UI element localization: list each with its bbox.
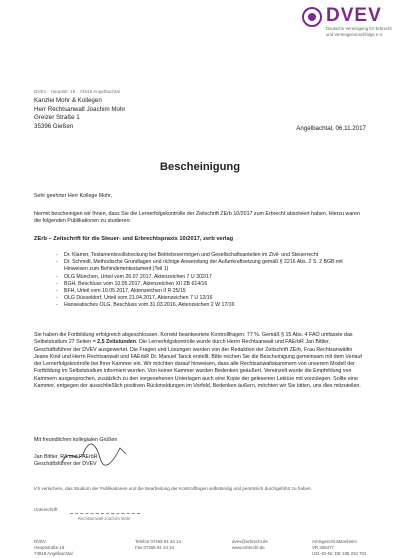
list-item: - Dr. Schmidl, Methodische Grundlagen und richtige Anwendung der Außerkraftsetzung gemäß § 2216 Abs. 2 S. 2 BGB mit Hinweisen zum Behindertentestament (Teil 1)	[56, 259, 366, 273]
body-hours: 2,5 Zeitstunden	[97, 339, 137, 346]
footer-phone	[135, 539, 181, 551]
list-item: - OLG Düsseldorf, Urteil vom 21.04.2017, Aktenzeichen 7 U 12/16	[56, 295, 366, 302]
salutation: Sehr geehrter Herr Kollege Mohr,	[34, 193, 113, 199]
logo-subtitle: Deutsche Vereinigung für Erbrecht und Vermögensnachfolge e.V.	[326, 26, 392, 37]
logo-mark-icon	[302, 7, 322, 27]
footer-vat-id: USt.-ID-Nr. DE 188 310 702	[312, 551, 367, 557]
list-item: - BGH, Beschluss vom 10.05.2017, Aktenzeichen XII ZB 614/16	[56, 281, 366, 288]
sender-line: DVEV · Hauptstr. 18 · 74918 Angelbachtal	[34, 89, 120, 94]
footer-city: 74918 Angelbachtal	[34, 551, 73, 557]
body-text-b: . Die Lernerfolgskontrolle wurde durch Herrn Rechtsanwalt und FAErbR Jan Bittler, Geschäftsführer der DVEV ausgewertet. Die Fragen und Lösungen wurden von der Redaktion der Zeitschrift ZErb, Frau Rechtsanwältin Jeane Kind und Herrn Rechtsanwalt und FAErbR Dr. Manuel Tanck erstellt. Bitte reichen Sie die Bescheinigung gemeinsam mit dem Verlauf der Lernerfolgskontrolle bei Ihrer Kammer ein. Wir möchten darauf hinweisen, dass alle Rechtsanwaltskammern von unserem Modell der Fortbildung im Selbststudium informiert wurden. Von keiner Kammer wurden Bedenken geäußert. Vereinzelt wurde die Empfehlung von Kammern ausgesprochen, zusätzlich zu den vorgesehenen Unterlagen auch eine Kopie der gelesenen Lektüre mit vorzulegen. Sollte eine Kammer, entgegen der ausschließlich positiven Rückmeldungen im Vorfeld, Bedenken äußern, möchten wir Sie bitten, uns dies mitzuteilen.	[34, 339, 362, 390]
footer-address	[34, 539, 73, 558]
body-paragraph	[34, 332, 366, 390]
recipient-address	[34, 97, 125, 131]
footer-fax: Fax 07265 91 34 34	[135, 545, 175, 551]
body-text-a: Sie haben die Fortbildung erfolgreich abgeschlossen. Korrekt beantwortete Kontrollfragen: 77 %. Gemäß § 15 Abs. 4 FAO umfasste das Selbststudium 27 Seiten =	[34, 332, 353, 346]
letter-date: Angelbachtal, 06.11.2017	[296, 125, 366, 132]
intro-paragraph: hiermit bescheinigen wir Ihnen, dass Sie die Lernerfolgskontrolle der Zeitschrift ZErb 10/2017 zum Erbrecht absolviert haben. Hierzu waren die folgenden Publikationen zu studieren:	[34, 211, 360, 225]
document-title: Bescheinigung	[159, 161, 241, 173]
footer-registry	[312, 539, 366, 558]
publication-list	[56, 252, 366, 310]
footer-contact	[232, 539, 268, 551]
footer-email[interactable]: dvev@erbrecht.de	[232, 539, 268, 544]
footer-website[interactable]: www.erbrecht.de	[232, 545, 265, 551]
footer-street: Hauptstraße 18	[34, 545, 65, 551]
list-item: - BFH, Urteil vom 10.05.2017, Aktenzeichen II R 25/15	[56, 288, 366, 295]
signature-label: Unterschrift	[34, 507, 58, 512]
footer-org: DVEV	[34, 539, 46, 544]
closing: Mit freundlichen kollegialen Grüßen	[34, 437, 118, 443]
list-item: - Hanseatisches OLG, Beschluss vom 31.03.2016, Aktenzeichen 2 W 17/16	[56, 302, 366, 309]
footer-register-number: VR 305477	[312, 545, 334, 551]
signature-field-line[interactable]	[70, 513, 140, 514]
recipient-line-3: Greizer Straße 1	[34, 114, 80, 122]
signature-caption: Rechtsanwalt Joachim Mohr	[78, 516, 131, 521]
list-item: - Dr. Klamer, Testamentsvollstreckung bei Betriebsvermögen und Gesellschaftsanteilen im Zivil- und Steuerrecht	[56, 252, 366, 259]
publication-subject: ZErb – Zeitschrift für die Steuer- und Erbrechtspraxis 10/2017, zerb verlag	[34, 236, 234, 242]
logo-name: DVEV	[326, 5, 382, 26]
recipient-line-4: 35396 Gießen	[34, 122, 74, 130]
footer-court: Amtsgericht Mannheim	[312, 539, 357, 544]
recipient-line-2: Herr Rechtsanwalt Joachim Mohr	[34, 105, 126, 113]
declaration-text: Ich versichere, das Studium der Publikationen und die Bearbeitung der Kontrollfragen selbständig und persönlich durchgeführt zu haben.	[34, 486, 312, 491]
signer-role: Geschäftsführer der DVEV	[34, 461, 97, 468]
dvev-logo	[302, 5, 394, 45]
signer-block	[34, 454, 98, 469]
signer-name: Jan Bittler, RA und FAErbR	[34, 454, 98, 460]
list-item: - OLG München, Urteil vom 26.07.2017, Aktenzeichen 7 U 302/17	[56, 274, 366, 281]
recipient-line-1: Kanzlei Mohr & Kollegen	[34, 97, 102, 104]
footer-telephone: Telefon 07265 91 34 14	[135, 539, 181, 544]
